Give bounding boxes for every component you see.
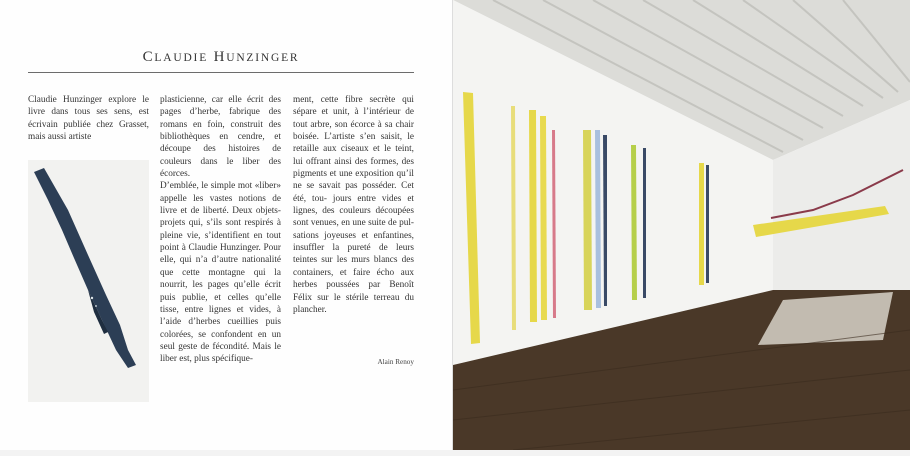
column-2-paragraph-1: plasticienne, car elle écrit des pages d’herbe, fabrique des romans en foin, construit des bibliothèques en cendre, et découpe des histoires de couleurs dans le liber des écorces. [160,95,281,180]
article-title [28,49,414,66]
column-3-text: ment, cette fibre secrète qui sépare et unit, à l’intérieur de tout arbre, son écorce à sa chair boisée. L’artiste s’en saisit, le retaille aux ciseaux et le teint, lui offrant ainsi des formes, des pigments et une exposition qu’il ne se savait pas posséder. Cet été, tou- jours entre vides et lignes, des couleurs découpées sont venues, en une suite de pul- sations joyeuses et enfantines, insuffler la pureté de leurs teintes sur les murs blancs des containers, et faire écho aux herbes poussées par Benoît Félix sur le stérile terreau du plancher. [293,95,414,315]
left-page [0,0,453,456]
text-column-3 [293,94,414,316]
column-1-text: Claudie Hunzinger explore le livre dans tous ses sens, est écrivain publiée chez Grasset, mais aussi artiste [28,95,149,143]
bark-artwork-photo [28,160,149,402]
strip-yellow-3 [529,110,537,322]
strip-blue-dark-3 [706,165,709,283]
title-rest-1: LAUDIE [154,52,209,64]
column-2-paragraph-2: D’emblée, le simple mot «liber» appelle les vastes notions de livre et de liberté. Deux objets-projets qui, s’ils sont respirés à pleine vie, s’identifient en tout point à Claudie Hunzinger. Pour elle, qui n’a d’autre nationalité que cette montagne qui la nourrit, les pages qu’elle écrit puis publie, et celles qu’elle tisse, entre lignes et vides, à l’aide d’herbes cueillies puis colorées, se confondent en un seul geste de fécondité. Mais le liber est, plus spécifique- [160,181,281,365]
author-signature: Alain Renoy [377,358,414,366]
strip-green [631,145,637,300]
strip-blue-light [595,130,601,308]
strip-yellow-4 [540,116,547,320]
title-initial-1: C [142,49,155,65]
gallery-installation-photo [453,0,910,450]
strip-blue-dark-2 [643,148,646,298]
installation-scene [453,0,910,450]
title-rest-2: UNZINGER [226,52,300,64]
bark-strip-image [28,160,149,402]
title-initial-2: H [213,49,227,65]
title-rule [28,72,414,73]
bottom-margin [0,450,910,456]
text-column-2 [160,94,281,366]
strip-yellow-5 [583,130,592,310]
strip-yellow-6 [699,163,704,285]
text-column-1 [28,94,149,143]
